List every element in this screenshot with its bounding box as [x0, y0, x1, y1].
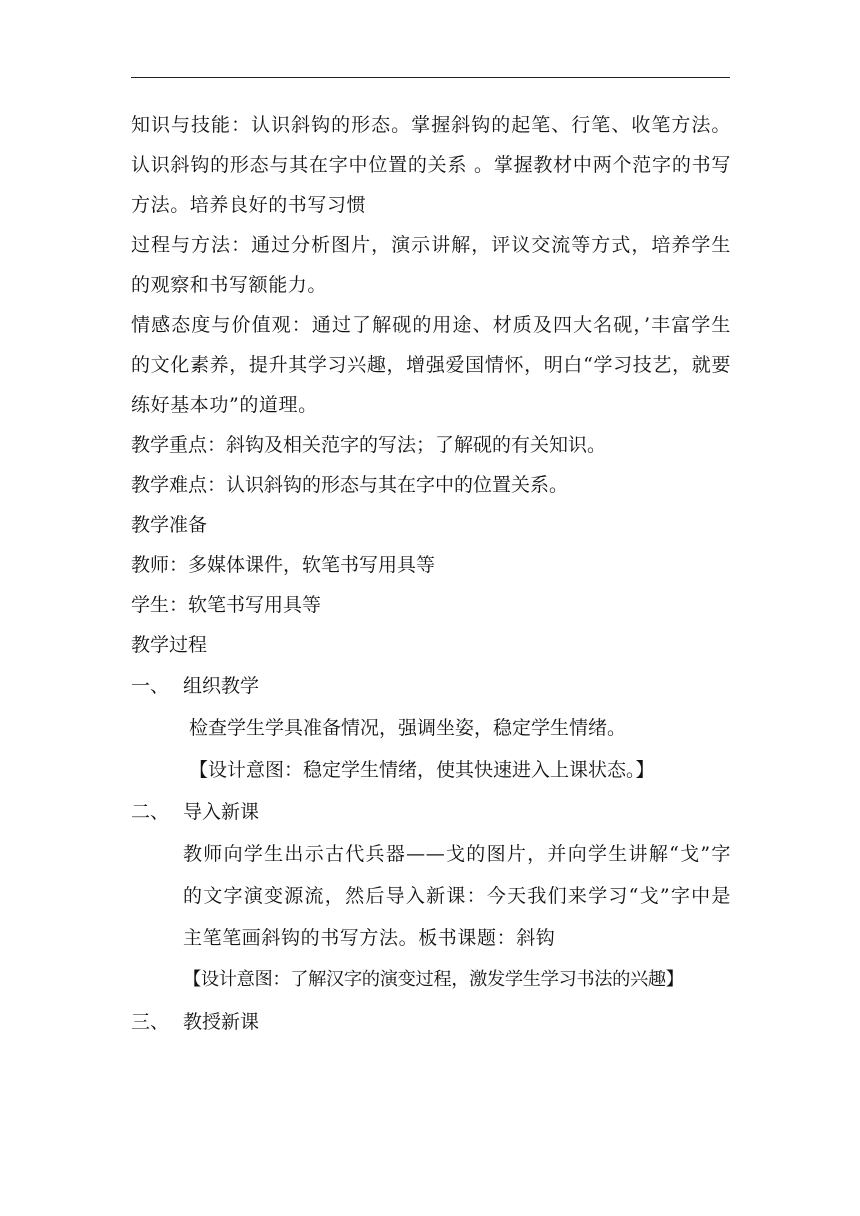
- teaching-preparation-heading: 教学准备: [131, 514, 208, 536]
- student-preparation: 学生：软笔书写用具等: [131, 594, 322, 616]
- section-3-heading: [131, 1001, 731, 1043]
- section-1-heading: [131, 665, 731, 707]
- teaching-focus: 教学重点：斜钩及相关范字的写法；了解砚的有关知识。: [131, 434, 607, 456]
- section-2-body: 教师向学生出示古代兵器——戈的图片，并向学生讲解“戈”字的文字演变源流，然后导入新课：今天我们来学习“戈”字中是主笔笔画斜钩的书写方法。板书课题：斜钩: [183, 843, 731, 949]
- section-number: 一、: [131, 675, 170, 697]
- section-1-body: 检查学生学具准备情况，强调坐姿，稳定学生情绪。: [189, 717, 627, 739]
- objective-knowledge: 知识与技能：认识斜钩的形态。掌握斜钩的起笔、行笔、收笔方法。认识斜钩的形态与其在字中位置的关系 。掌握教材中两个范字的书写方法。培养良好的书写习惯: [131, 114, 731, 216]
- section-title: 组织教学: [183, 675, 260, 697]
- header-rule: [131, 77, 730, 78]
- teaching-difficulty: 教学难点：认识斜钩的形态与其在字中的位置关系。: [131, 474, 569, 496]
- document-body: [131, 105, 731, 1043]
- section-title: 导入新课: [183, 801, 260, 823]
- teaching-process-heading: 教学过程: [131, 634, 208, 656]
- section-number: 三、: [131, 1011, 170, 1033]
- objective-emotion: 情感态度与价值观：通过了解砚的用途、材质及四大名砚，’丰富学生的文化素养，提升其学习兴趣，增强爱国情怀，明白“学习技艺，就要练好基本功”的道理。: [131, 314, 731, 416]
- objective-process: 过程与方法：通过分析图片，演示讲解，评议交流等方式，培养学生的观察和书写额能力。: [131, 234, 731, 296]
- section-1-design-note: 【设计意图：稳定学生情绪，使其快速进入上课状态。】: [189, 759, 655, 781]
- section-title: 教授新课: [183, 1011, 260, 1033]
- teacher-preparation: 教师：多媒体课件，软笔书写用具等: [131, 554, 436, 576]
- section-number: 二、: [131, 801, 170, 823]
- section-2-design-note: 【设计意图：了解汉字的演变过程，激发学生学习书法的兴趣】: [183, 969, 684, 990]
- section-2-heading: [131, 791, 731, 833]
